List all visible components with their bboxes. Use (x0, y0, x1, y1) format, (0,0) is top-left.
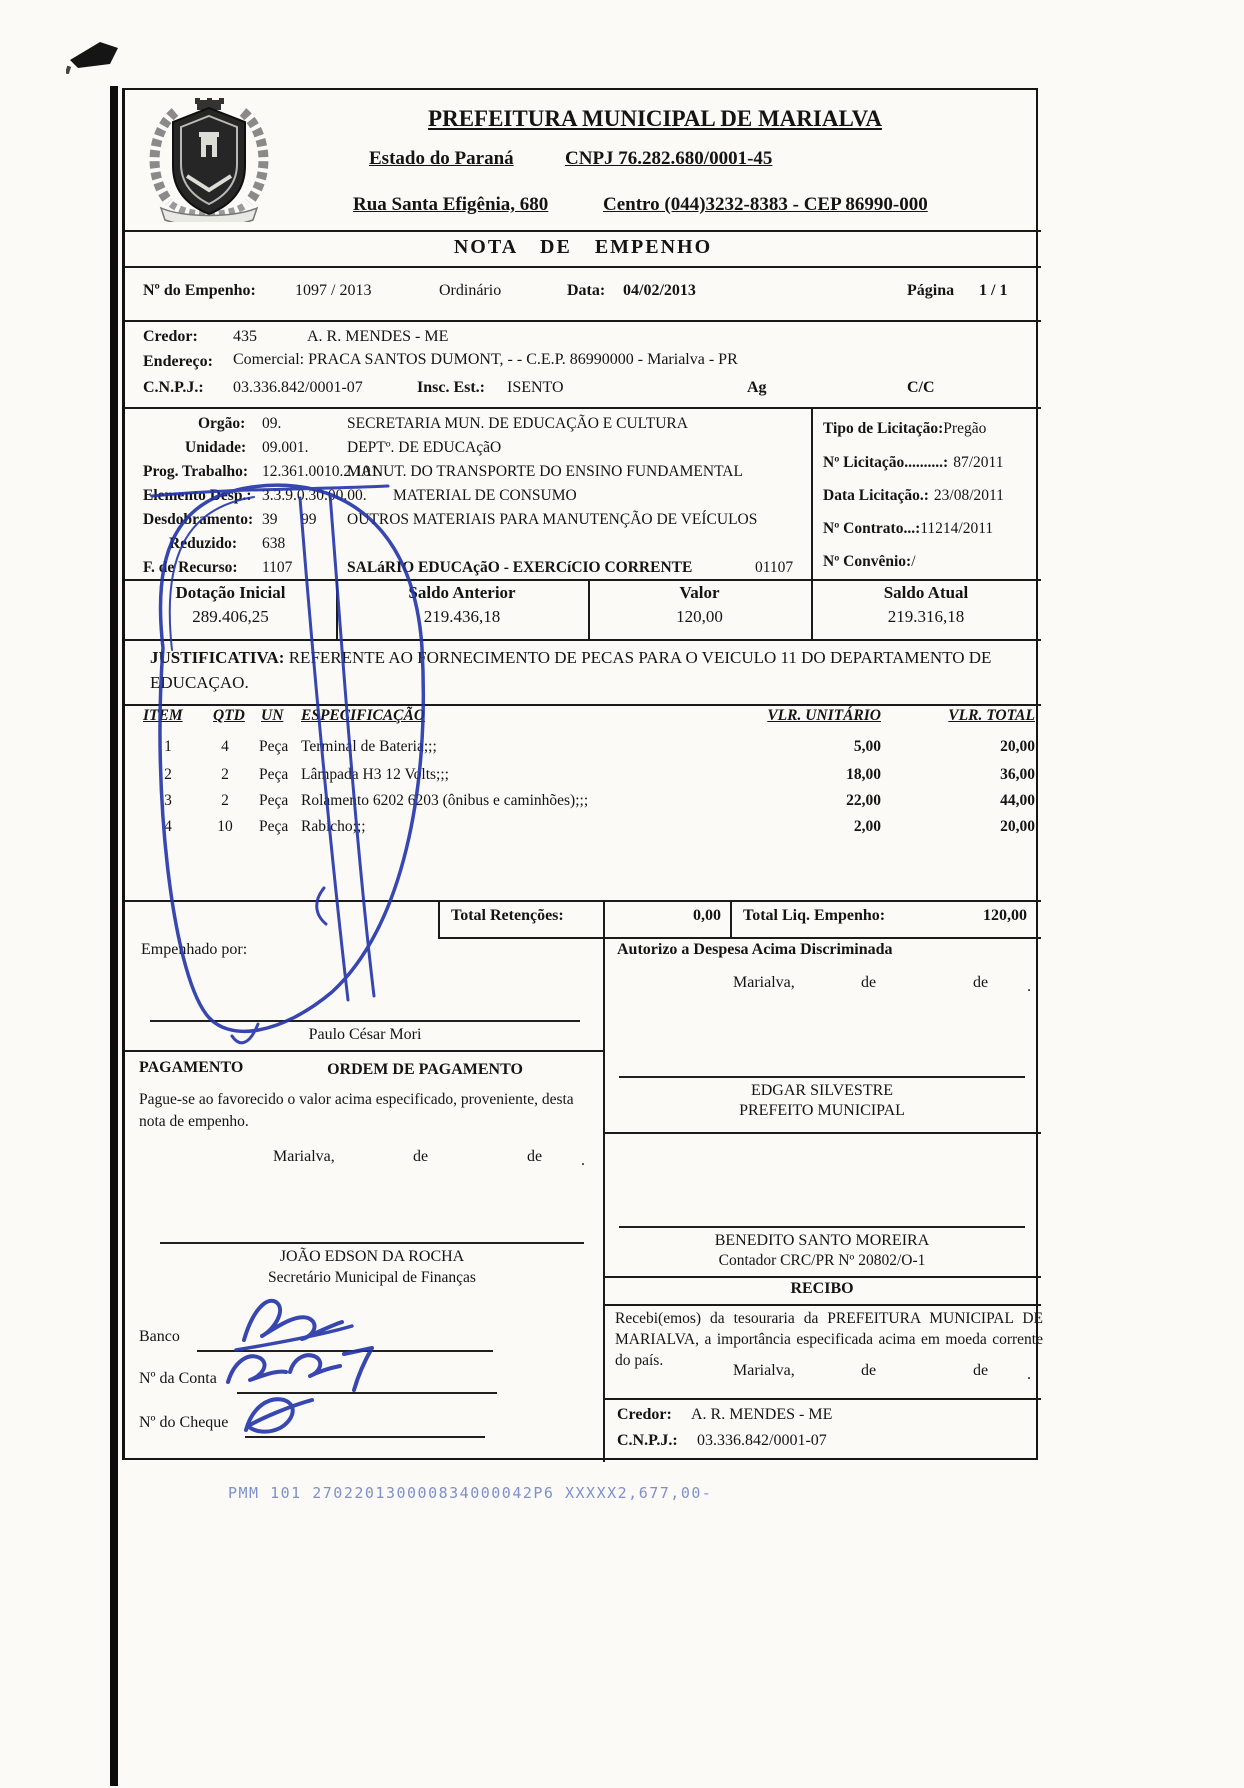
divider-line (438, 937, 1041, 939)
credor-codigo: 435 (233, 328, 257, 345)
pagamento-titulo: PAGAMENTO (139, 1059, 244, 1076)
nota-de-empenho-form (122, 88, 1043, 1460)
de-right-2: de (973, 974, 989, 991)
divider-line (603, 1398, 1041, 1400)
numero-contrato-valor: 11214/2011 (920, 520, 994, 537)
state-label: Estado do Paraná (369, 148, 514, 169)
dotacao-inicial-valor: 289.406,25 (192, 607, 269, 626)
table-cell-item: 3 (164, 792, 172, 809)
conta-label: Nº da Conta (139, 1370, 217, 1387)
signature-line (150, 1020, 580, 1022)
de-left-1: de (413, 1148, 429, 1165)
ponto: . (581, 1152, 585, 1169)
data-licitacao-valor: 23/08/2011 (933, 487, 1004, 504)
divider-line (438, 900, 440, 937)
col-header-item: ITEM (143, 707, 183, 724)
unidade-desc: DEPTº. DE EDUCAçãO (347, 439, 502, 456)
banco-field-line (197, 1350, 493, 1352)
divider-line (125, 407, 1041, 409)
column-divider-line (603, 900, 605, 1462)
header-address: Rua Santa Efigênia, 680 (353, 194, 549, 215)
recurso-label: F. de Recurso: (143, 559, 238, 576)
prog-trabalho-desc: MANUT. DO TRANSPORTE DO ENSINO FUNDAMENTAL (347, 463, 743, 480)
col-header-especificacao: ESPECIFICAÇÃO (301, 707, 426, 724)
orgao-desc: SECRETARIA MUN. DE EDUCAÇÃO E CULTURA (347, 415, 688, 432)
divider-line (125, 230, 1041, 232)
cheque-field-line (245, 1436, 485, 1438)
reduzido-valor: 638 (262, 535, 286, 552)
table-cell-vlr-total: 20,00 (1000, 738, 1035, 755)
ordem-pagamento-titulo: ORDEM DE PAGAMENTO (327, 1061, 523, 1078)
table-cell-qtd: 10 (217, 818, 233, 835)
empenhado-por-nome: Paulo César Mori (308, 1026, 422, 1043)
justificativa-label: JUSTIFICATIVA: (150, 648, 285, 667)
empenho-numero: 1097 / 2013 (295, 282, 372, 299)
recibo-credor-label: Credor: (617, 1406, 672, 1423)
table-cell-vlr-unitario: 22,00 (846, 792, 881, 809)
ag-label: Ag (747, 379, 767, 396)
divider-line (125, 639, 1041, 641)
table-cell-especificacao: Rabicho;;; (301, 818, 366, 835)
tipo-licitacao-label: Tipo de Licitação: (823, 420, 944, 437)
valor-label: Valor (679, 583, 720, 602)
municipality-title: PREFEITURA MUNICIPAL DE MARIALVA (428, 106, 882, 131)
total-retencoes-valor: 0,00 (693, 907, 721, 924)
recibo-cnpj-label: C.N.P.J.: (617, 1432, 678, 1449)
coat-of-arms-logo (141, 98, 277, 222)
table-cell-item: 4 (164, 818, 172, 835)
table-cell-qtd: 4 (221, 738, 229, 755)
tipo-licitacao (823, 420, 986, 438)
table-cell-un: Peça (259, 738, 289, 755)
table-cell-especificacao: Terminal de Bateria;;; (301, 738, 437, 755)
desdobramento-codigo: 39 (262, 511, 278, 528)
contador-cargo: Contador CRC/PR Nº 20802/O-1 (718, 1252, 926, 1269)
table-cell-qtd: 2 (221, 766, 229, 783)
cidade-data-right2: Marialva, (733, 1362, 795, 1379)
divider-line (125, 704, 1041, 706)
numero-convenio (823, 553, 916, 571)
banco-label: Banco (139, 1328, 180, 1345)
total-liquido-valor: 120,00 (983, 907, 1027, 924)
recurso-codigo2: 01107 (755, 559, 794, 576)
saldo-anterior-valor: 219.436,18 (423, 607, 501, 626)
insc-label: Insc. Est.: (417, 379, 486, 396)
divider-line (125, 1050, 603, 1052)
table-cell-un: Peça (259, 792, 289, 809)
table-cell-vlr-total: 44,00 (1000, 792, 1035, 809)
numero-contrato (823, 520, 993, 538)
data-licitacao (823, 487, 1004, 505)
empenho-tipo: Ordinário (439, 282, 502, 299)
desdobramento-codigo2: 99 (301, 511, 317, 528)
pague-se-texto: Pague-se ao favorecido o valor acima especificado, proveniente, desta nota de empenho. (139, 1091, 574, 1130)
elemento-label: Elemento Desp.: (143, 487, 252, 504)
de-right-4: de (973, 1362, 989, 1379)
credor-cnpj: 03.336.842/0001-07 (233, 379, 363, 396)
justificativa (150, 645, 1018, 695)
table-cell-vlr-unitario: 2,00 (853, 818, 881, 835)
empenho-numero-label: Nº do Empenho: (143, 282, 256, 299)
empenhado-por-label: Empenhado por: (141, 941, 248, 958)
elemento-codigo: 3.3.9.0.30.00.00. (262, 487, 367, 504)
elemento-desc: MATERIAL DE CONSUMO (393, 487, 577, 504)
recibo-texto: Recebi(emos) da tesouraria da PREFEITURA MUNICIPAL DE MARIALVA, a importância especificada acima em moeda corrente do país. (615, 1310, 1043, 1369)
numero-contrato-label: Nº Contrato...: (823, 520, 921, 537)
data-licitacao-label: Data Licitação.: (823, 487, 929, 504)
recurso-desc: SALáRIO EDUCAçãO - EXERCíCIO CORRENTE (347, 559, 693, 576)
dotacao-inicial-label: Dotação Inicial (175, 583, 286, 602)
processing-line: PMM 101 270220130000834000042P6 XXXXX2,677,00- (228, 1484, 713, 1502)
numero-convenio-label: Nº Convênio: (823, 553, 912, 570)
de-right-3: de (861, 1362, 877, 1379)
recurso-codigo: 1107 (262, 559, 293, 576)
divider-line (730, 900, 732, 937)
col-header-vlr-unitario: VLR. UNITÁRIO (767, 707, 881, 724)
divider-line (125, 579, 1041, 581)
signature-line (619, 1076, 1025, 1078)
table-cell-especificacao: Rolamento 6202 6203 (ônibus e caminhões);;; (301, 792, 589, 809)
recibo-cnpj-valor: 03.336.842/0001-07 (697, 1432, 827, 1449)
de-left-2: de (527, 1148, 543, 1165)
recibo-credor-nome: A. R. MENDES - ME (691, 1406, 833, 1423)
header-address2: Centro (044)3232-8383 - CEP 86990-000 (603, 194, 928, 215)
table-cell-item: 1 (164, 738, 172, 755)
saldo-anterior-label: Saldo Anterior (408, 583, 516, 602)
endereco-label: Endereço: (143, 353, 213, 370)
table-cell-vlr-total: 36,00 (1000, 766, 1035, 783)
credor-nome: A. R. MENDES - ME (307, 328, 449, 345)
pagina-label: Página (907, 282, 955, 299)
contador-nome: BENEDITO SANTO MOREIRA (714, 1232, 930, 1249)
table-cell-un: Peça (259, 818, 289, 835)
numero-licitacao (823, 454, 1003, 472)
prog-trabalho-label: Prog. Trabalho: (143, 463, 249, 480)
autorizo-titulo: Autorizo a Despesa Acima Discriminada (617, 941, 893, 958)
conta-field-line (237, 1392, 497, 1394)
table-cell-vlr-unitario: 5,00 (853, 738, 881, 755)
desdobramento-label: Desdobramento: (143, 511, 254, 528)
table-cell-vlr-total: 20,00 (1000, 818, 1035, 835)
justificativa-texto: REFERENTE AO FORNECIMENTO DE PECAS PARA O VEICULO 11 DO DEPARTAMENTO DE EDUCAÇAO. (150, 648, 992, 692)
table-cell-un: Peça (259, 766, 289, 783)
unidade-codigo: 09.001. (262, 439, 309, 456)
total-retencoes-label: Total Retenções: (451, 907, 564, 924)
divider-line (125, 320, 1041, 322)
saldo-atual-label: Saldo Atual (883, 583, 969, 602)
numero-licitacao-valor: 87/2011 (953, 454, 1004, 471)
divider-line (811, 407, 813, 639)
tipo-licitacao-valor: Pregão (943, 420, 987, 437)
valor-valor: 120,00 (676, 607, 723, 626)
doc-title: NOTA DE EMPENHO (453, 236, 713, 258)
divider-line (603, 1132, 1041, 1134)
credor-cnpj-label: C.N.P.J.: (143, 379, 204, 396)
pagina-valor: 1 / 1 (979, 282, 1008, 299)
total-liquido-label: Total Liq. Empenho: (743, 907, 886, 924)
prefeito-nome: EDGAR SILVESTRE (750, 1082, 894, 1099)
divider-line (603, 1276, 1041, 1278)
col-header-vlr-total: VLR. TOTAL (948, 707, 1035, 724)
credor-label: Credor: (143, 328, 198, 345)
saldo-atual-valor: 219.316,18 (887, 607, 965, 626)
desdobramento-desc: OUTROS MATERIAIS PARA MANUTENÇÃO DE VEÍCULOS (347, 511, 758, 528)
table-cell-especificacao: Lâmpada H3 12 Volts;;; (301, 766, 449, 783)
cheque-label: Nº do Cheque (139, 1414, 229, 1431)
table-cell-item: 2 (164, 766, 172, 783)
empenho-data: 04/02/2013 (623, 282, 696, 299)
insc-valor: ISENTO (507, 379, 564, 396)
prefeito-cargo: PREFEITO MUNICIPAL (739, 1102, 905, 1119)
financas-nome: JOÃO EDSON DA ROCHA (279, 1248, 465, 1265)
empenho-data-label: Data: (567, 282, 606, 299)
orgao-codigo: 09. (262, 415, 282, 432)
signature-line (619, 1226, 1025, 1228)
de-right-1: de (861, 974, 877, 991)
cidade-data-left: Marialva, (273, 1148, 335, 1165)
cidade-data-right1: Marialva, (733, 974, 795, 991)
scan-edge-artifact (110, 86, 118, 1786)
numero-convenio-valor: / (911, 553, 916, 570)
recibo-titulo: RECIBO (790, 1280, 854, 1297)
table-cell-vlr-unitario: 18,00 (846, 766, 881, 783)
divider-line (125, 266, 1041, 268)
unidade-label: Unidade: (185, 439, 247, 456)
signature-line (160, 1242, 584, 1244)
col-header-un: UN (261, 707, 284, 724)
table-cell-qtd: 2 (221, 792, 229, 809)
reduzido-label: Reduzido: (169, 535, 238, 552)
header-cnpj: CNPJ 76.282.680/0001-45 (565, 148, 773, 169)
endereco-valor: Comercial: PRACA SANTOS DUMONT, - - C.E.P. 86990000 - Marialva - PR (233, 351, 738, 368)
ponto: . (1027, 978, 1031, 995)
divider-line (125, 900, 1041, 902)
orgao-label: Orgão: (198, 415, 246, 432)
cc-label: C/C (907, 379, 935, 396)
col-header-qtd: QTD (213, 707, 245, 724)
prog-trabalho-codigo: 12.361.0010.2.101. (262, 463, 383, 480)
financas-cargo: Secretário Municipal de Finanças (268, 1269, 476, 1286)
numero-licitacao-label: Nº Licitação..........: (823, 454, 949, 471)
divider-line (603, 1304, 1041, 1306)
ponto: . (1027, 1366, 1031, 1383)
scan-corner-mark (66, 40, 126, 74)
